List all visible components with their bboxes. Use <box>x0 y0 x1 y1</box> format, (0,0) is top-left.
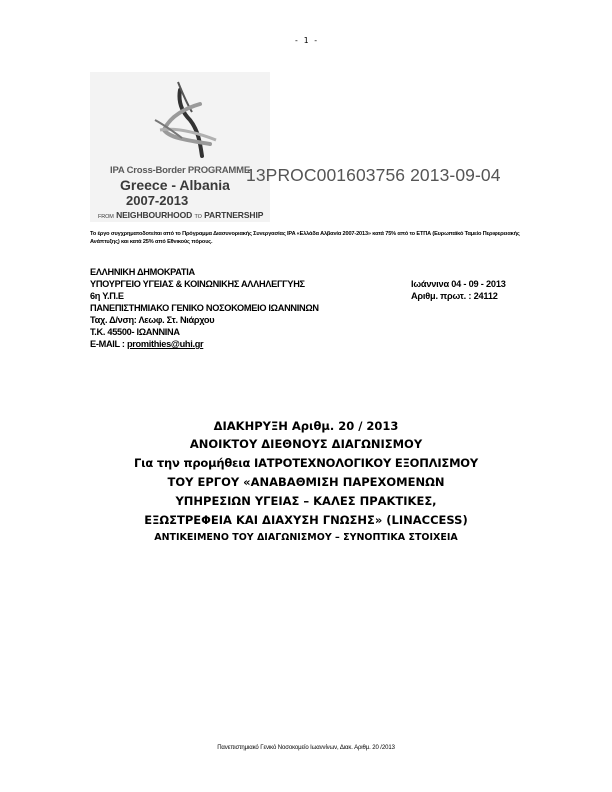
sender-street: Ταχ. Δ/νση: Λεωφ. Στ. Νιάρχου <box>90 315 215 325</box>
sender-address-block <box>90 266 319 350</box>
sender-ministry: ΥΠΟΥΡΓΕΙΟ ΥΓΕΙΑΣ & ΚΟΙΝΩΝΙΚΗΣ ΑΛΛΗΛΕΓΓΥΗΣ <box>90 279 305 289</box>
logo-line-countries: Greece - Albania <box>120 177 230 193</box>
heading-subject: ΑΝΤΙΚΕΙΜΕΝΟ ΤΟΥ ΔΙΑΓΩΝΙΣΜΟΥ – ΣΥΝΟΠΤΙΚΑ ΣΤΟΙΧΕΙΑ <box>154 532 458 543</box>
email-label: E-MAIL : <box>90 339 127 349</box>
logo-line-programme: IPA Cross-Border PROGRAMME <box>110 165 250 176</box>
logo-slogan-from: FROM <box>98 214 114 220</box>
sender-email-row <box>90 338 319 350</box>
heading-project-line2: ΥΠΗΡΕΣΙΩΝ ΥΓΕΙΑΣ – ΚΑΛΕΣ ΠΡΑΚΤΙΚΕΣ, <box>175 494 437 508</box>
sender-country: ΕΛΛΗΝΙΚΗ ΔΗΜΟΚΡΑΤΙΑ <box>90 267 195 277</box>
cofunding-note: Το έργο συγχρηματοδοτείται από το Πρόγραμμα Διασυνοριακής Συνεργασίας IPA «Ελλάδα Αλβανία 2007-2013» κατά 75% από το ΕΤΠΑ (Ευρωπαϊκό Ταμείο Περιφερειακής Ανάπτυξης) και κατά 25% από Εθνικούς πόρους. <box>90 231 520 245</box>
page-footer: Πανεπιστημιακό Γενικό Νοσοκομείο Ιωαννίνων, Διακ. Αριθμ. 20 /2013 <box>217 745 395 751</box>
heading-procurement: Για την προμήθεια ΙΑΤΡΟΤΕΧΝΟΛΟΓΙΚΟΥ ΕΞΟΠΛΙΣΜΟΥ <box>133 456 479 470</box>
heading-declaration-number: ΔΙΑΚΗΡΥΞΗ Αριθμ. 20 / 2013 <box>213 419 399 433</box>
heading-project-line1: ΤΟΥ ΕΡΓΟΥ «ΑΝΑΒΑΘΜΙΣΗ ΠΑΡΕΧΟΜΕΝΩΝ <box>167 475 445 489</box>
logo-line-slogan <box>98 210 263 220</box>
swirl-logo-icon <box>120 72 240 162</box>
logo-slogan-to: TO <box>194 214 202 220</box>
sender-postal: Τ.Κ. 45500- ΙΩΑΝΝΙΝΑ <box>90 327 180 337</box>
email-link[interactable]: promithies@uhi.gr <box>126 339 204 349</box>
document-stamp-id: 13PROC001603756 2013-09-04 <box>246 165 501 185</box>
ipa-programme-logo <box>90 72 270 222</box>
logo-slogan-b: PARTNERSHIP <box>204 210 264 220</box>
protocol-number: Αριθμ. πρωτ. : 24112 <box>411 291 498 301</box>
heading-project-line3: ΕΞΩΣΤΡΕΦΕΙΑ ΚΑΙ ΔΙΑΧΥΣΗ ΓΝΩΣΗΣ» (LINACCESS) <box>144 513 468 527</box>
sender-region: 6η Υ.Π.Ε <box>90 291 124 301</box>
logo-line-period: 2007-2013 <box>126 193 189 208</box>
logo-slogan-a: NEIGHBOURHOOD <box>116 210 193 220</box>
document-date: Ιωάννινα 04 - 09 - 2013 <box>411 279 506 289</box>
heading-tender-type: ΑΝΟΙΚΤΟΥ ΔΙΕΘΝΟΥΣ ΔΙΑΓΩΝΙΣΜΟΥ <box>189 437 423 451</box>
date-protocol-block <box>411 278 506 302</box>
page-number: - 1 - <box>293 36 319 45</box>
sender-hospital: ΠΑΝΕΠΙΣΤΗΜΙΑΚΟ ΓΕΝΙΚΟ ΝΟΣΟΚΟΜΕΙΟ ΙΩΑΝΝΙΝΩΝ <box>90 303 319 313</box>
